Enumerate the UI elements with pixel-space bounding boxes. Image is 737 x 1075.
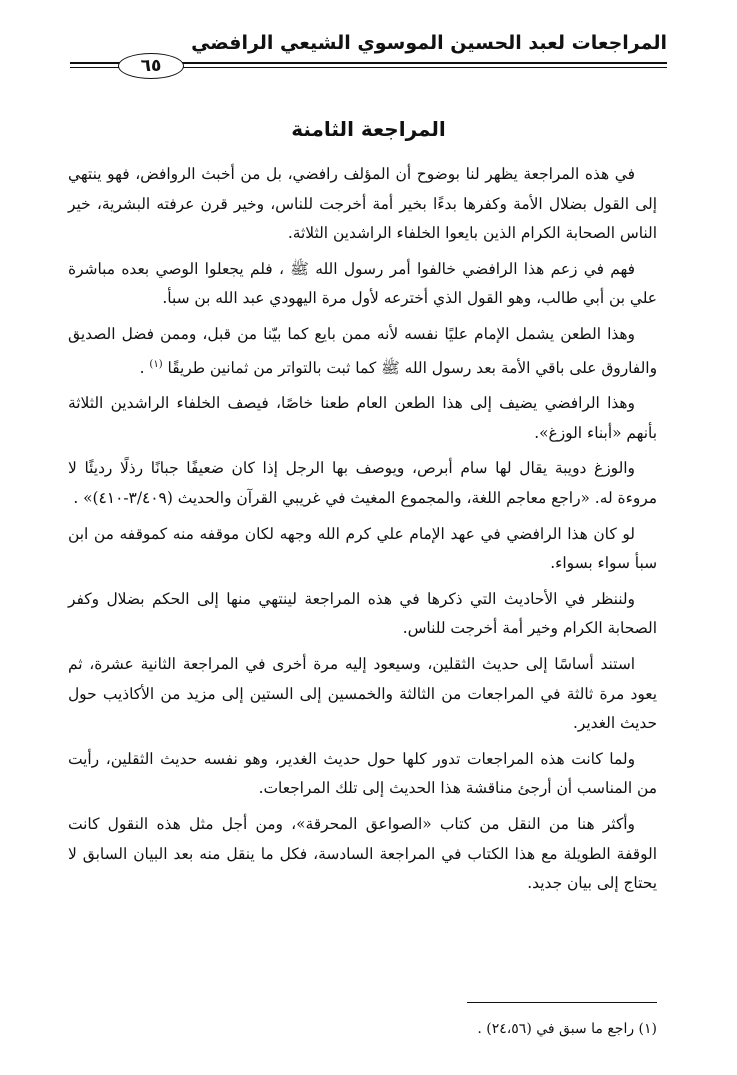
paragraph-3: وهذا الطعن يشمل الإمام عليًا نفسه لأنه ممن بايع كما بيّنا من قبل، وممن فضل الصديق والفاروق على باقي الأمة بعد رسول الله ﷺ كما ثبت بالتواتر من ثمانين طريقًا $^{(١)}$ . xyxy=(68,324,657,377)
paragraph-1: في هذه المراجعة يظهر لنا بوضوح أن المؤلف رافضي، بل من أخبث الروافض، فهو ينتهي إلى القول بضلال الأمة وكفرها بدءًا بخير أمة أخرجت للناس، وخير قرن عرفته البشرية، خير الناس الصحابة الكرام الذين بايعوا الخلفاء الراشدين الثلاثة. xyxy=(68,165,657,243)
paragraph-10: وأكثر هنا من النقل من كتاب «الصواعق المحرقة»، ومن أجل مثل هذه النقول كانت الوقفة الطويلة مع هذا الكتاب في المراجعة السادسة، فكل ما ينقل منه بعد البيان السابق لا يحتاج إلى بيان جديد. xyxy=(68,815,657,893)
paragraph-4: وهذا الرافضي يضيف إلى هذا الطعن العام طعنا خاصًا، فيصف الخلفاء الراشدين الثلاثة بأنهم «أبناء الوزغ». xyxy=(68,394,657,442)
footnote: (١) راجع ما سبق في (٢٤،٥٦) . xyxy=(477,1021,657,1037)
paragraph-7: ولننظر في الأحاديث التي ذكرها في هذه المراجعة لينتهي منها إلى الحكم بضلال وكفر الصحابة الكرام وخير أمة أخرجت للناس. xyxy=(68,589,657,638)
paragraph-6: لو كان هذا الرافضي في عهد الإمام علي كرم الله وجهه لكان موقفه منه كموقفه من ابن سبأ سواء بسواء. xyxy=(68,524,657,573)
paragraph-5: والوزغ دويبة يقال لها سام أبرص، ويوصف بها الرجل إذا كان ضعيفًا جبانًا رذلًا رديئًا لا مروءة له. «راجع معاجم اللغة، والمجموع المغيث في غريبي القرآن والحديث (٣/٤٠٩-٤١٠)» . xyxy=(68,459,657,508)
paragraph-2: فهم في زعم هذا الرافضي خالفوا أمر رسول الله ﷺ ، فلم يجعلوا الوصي بعده مباشرة علي بن أبي طالب، وهو القول الذي أخترعه لأول مرة اليهودي عبد الله بن سبأ. xyxy=(68,259,657,308)
footnote-marker: (١) xyxy=(149,358,163,370)
body-text xyxy=(68,160,657,905)
running-title: المراجعات لعبد الحسين الموسوي الشيعي الرافضي xyxy=(191,32,667,54)
chapter-title: المراجعة الثامنة xyxy=(291,117,446,141)
paragraph-9: ولما كانت هذه المراجعات تدور كلها حول حديث الغدير، وهو نفسه حديث الثقلين، رأيت من المناسب أن أرجئ مناقشة هذا الحديث إلى تلك المراجعات. xyxy=(68,749,657,798)
paragraph-8: استند أساسًا إلى حديث الثقلين، وسيعود إليه مرة أخرى في المراجعة الثانية عشرة، ثم يعود مرة ثالثة في المراجعات من الثالثة والخمسين إلى الستين إلى مزيد من الأكاذيب حول حديث الغدير. xyxy=(68,655,657,733)
paragraph-3-text: وهذا الطعن يشمل الإمام عليًا نفسه لأنه ممن بايع كما بيّنا من قبل، وممن فضل الصديق والفاروق على باقي الأمة بعد رسول الله ﷺ كما ثبت بالتواتر من ثمانين طريقًا xyxy=(68,324,657,377)
page-number: ٦٥ xyxy=(118,53,184,79)
footnote-rule xyxy=(467,1002,657,1003)
